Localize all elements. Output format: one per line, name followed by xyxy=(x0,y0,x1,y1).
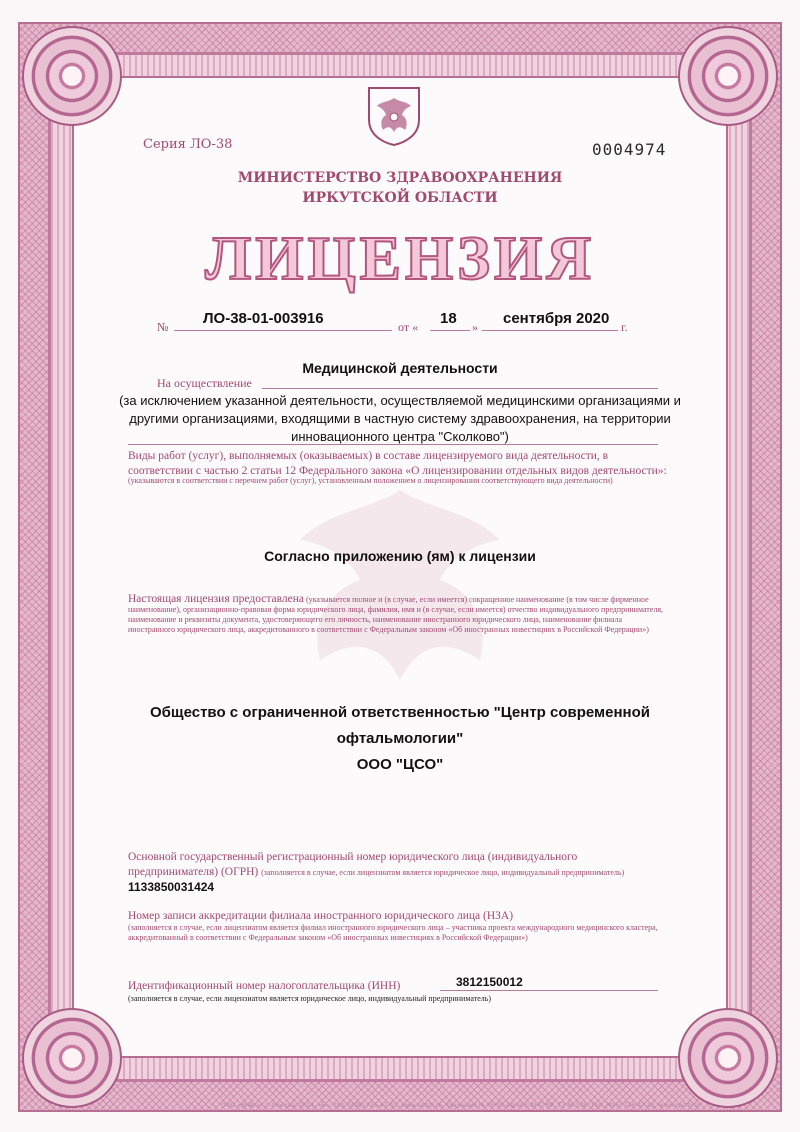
day-underline xyxy=(430,330,470,331)
date-from-label: от « xyxy=(398,320,419,334)
license-day: 18 xyxy=(440,310,457,327)
number-label: № xyxy=(157,320,169,334)
number-underline xyxy=(174,330,392,331)
inn-label: Идентификационный номер налогоплательщика (ИНН) xyxy=(128,980,401,992)
month-underline xyxy=(482,330,618,331)
year-suffix: г. xyxy=(621,320,628,334)
org-name-line-2: офтальмологии" xyxy=(336,730,464,747)
date-quote-close: » xyxy=(472,320,478,334)
corner-rosette-icon xyxy=(22,26,122,126)
printer-imprint: ООО «ЗНАК», г. Москва, 2014, «Б», тел. (495) 726-47-42, www.opcrb.ru. Лицензия № 05-05-09/003 ФНС РФ. ТЗ № 136. Тел. (495) 726-47-42, www.opcrb.ru xyxy=(221,1102,700,1109)
ogrn-value: 1133850031424 xyxy=(128,880,215,894)
activity-scope: (за исключением указанной деятельности, осуществляемой медицинскими организациями и другими организациями, входящими в частную систему здравоохранения, на территории инновационного центра "Сколково") xyxy=(119,393,681,444)
issuing-authority xyxy=(0,168,800,208)
org-short-name: ООО "ЦСО" xyxy=(356,756,444,773)
corner-rosette-icon xyxy=(678,1008,778,1108)
works-description: Виды работ (услуг), выполняемых (оказываемых) в составе лицензируемого вида деятельности, в соответствии с частью 2 статьи 12 Федерального закона «О лицензировании отдельных видов деятельности»: xyxy=(128,450,667,477)
license-month-year: сентября 2020 xyxy=(503,310,610,327)
license-number: ЛО-38-01-003916 xyxy=(203,310,324,327)
ogrn-label: Основной государственный регистрационный номер юридического лица (индивидуального предпринимателя) (ОГРН) xyxy=(128,851,578,878)
provided-block xyxy=(128,594,668,635)
works-note: (указываются в соответствии с перечнем работ (услуг), установленным положением о лицензировании соответствующего вида деятельности) xyxy=(128,476,613,485)
serial-number: 0004974 xyxy=(592,140,667,159)
provided-note: (указывается полное и (в случае, если имеется) сокращенное наименование (в том числе фирменное наименование), организационно-правовая форма юридического лица, фамилия, имя и (в случае, если имеется) отчество индивидуального предпринимателя, наименование и реквизиты документа, удостоверяющего его личность, наименование иностранного юридического лица, наименование филиала иностранного юридического лица, аккредитованного в соответствии с Федеральным законом «Об иностранных инвестициях в Российской Федерации») xyxy=(128,595,664,634)
coat-of-arms-icon xyxy=(367,84,421,146)
series-label: Серия ЛО-38 xyxy=(143,137,233,152)
inn-underline xyxy=(440,990,658,991)
inn-value: 3812150012 xyxy=(456,975,523,989)
ministry-line-1: МИНИСТЕРСТВО ЗДРАВООХРАНЕНИЯ xyxy=(237,170,563,186)
corner-rosette-icon xyxy=(678,26,778,126)
inn-note: (заполняется в случае, если лицензиатом является юридическое лицо, индивидуальный предприниматель) xyxy=(128,994,492,1003)
corner-rosette-icon xyxy=(22,1008,122,1108)
org-name-line-1: Общество с ограниченной ответственностью "Центр современной xyxy=(150,704,650,721)
provided-label: Настоящая лицензия предоставлена xyxy=(128,593,304,605)
ogrn-note: (заполняется в случае, если лицензиатом является юридическое лицо, индивидуальный предприниматель) xyxy=(261,868,625,877)
ogrn-block xyxy=(128,850,668,880)
licensee-organization xyxy=(0,700,800,778)
page-title: ЛИЦЕНЗИЯ xyxy=(205,225,595,293)
ministry-line-2: ИРКУТСКОЙ ОБЛАСТИ xyxy=(302,190,498,206)
activity-label: На осуществление xyxy=(157,376,252,390)
nza-label: Номер записи аккредитации филиала иностранного юридического лица (НЗА) xyxy=(128,910,514,922)
activity-underline xyxy=(262,388,658,389)
nza-block xyxy=(128,910,668,943)
nza-note: (заполняется в случае, если лицензиатом является филиал иностранного юридического лица – участника проекта международного медицинского кластера, аккредитованный в соответствии с Федеральным законом «Об иностранных инвестициях в Российской Федерации») xyxy=(128,923,658,942)
eagle-watermark-icon xyxy=(270,470,530,700)
activity-name: Медицинской деятельности xyxy=(302,360,498,376)
section-divider xyxy=(128,444,658,445)
works-value: Согласно приложению (ям) к лицензии xyxy=(264,548,536,564)
